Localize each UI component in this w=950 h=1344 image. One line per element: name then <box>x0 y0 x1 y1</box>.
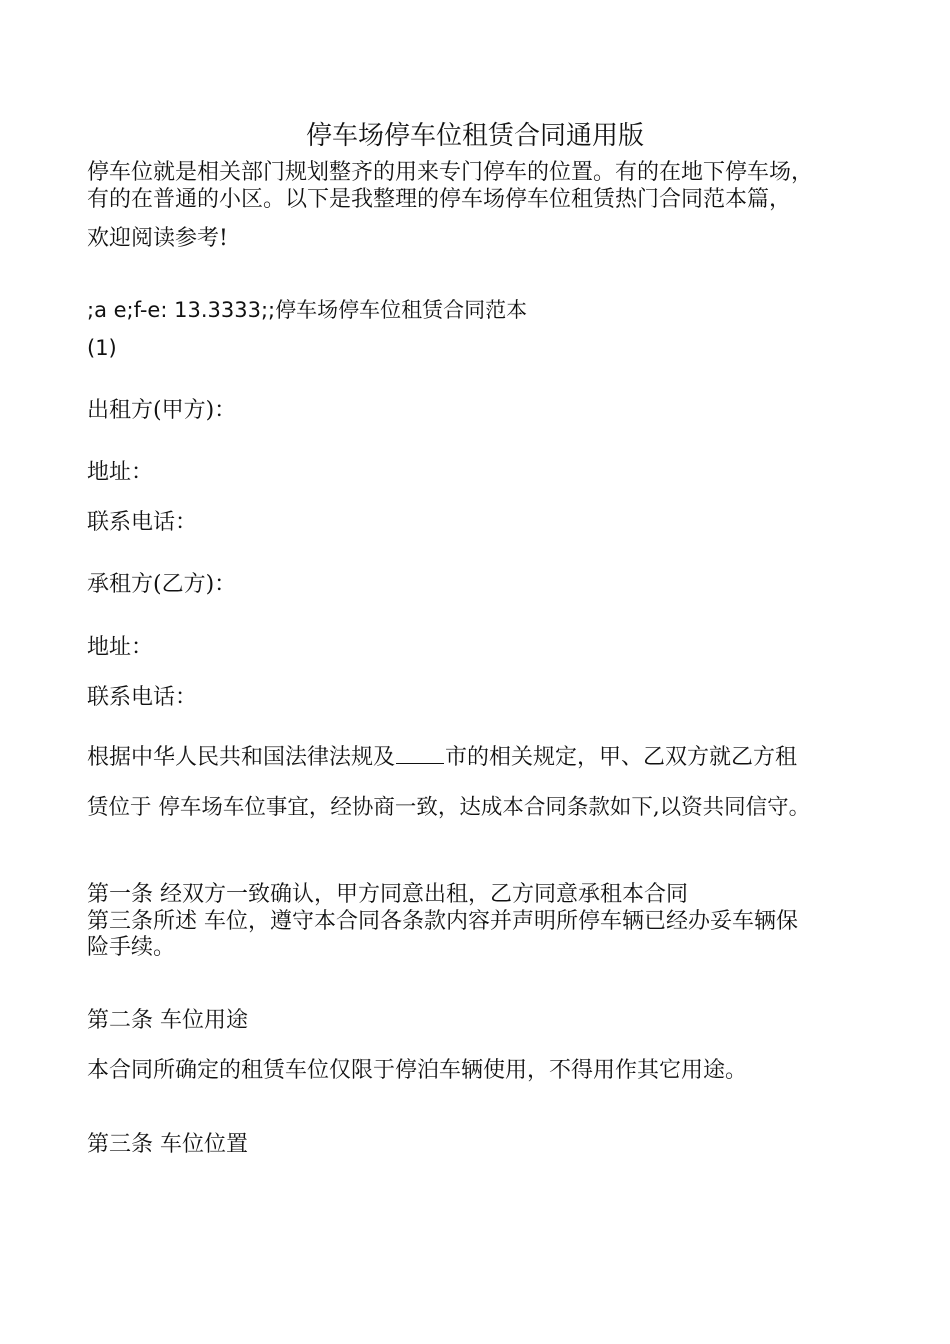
intro-line-2: 有的在普通的小区。以下是我整理的停车场停车位租赁热门合同范本篇， <box>87 187 792 212</box>
intro-line-1: 停车位就是相关部门规划整齐的用来专门停车的位置。有的在地下停车场， <box>87 160 814 185</box>
document-title: 停车场停车位租赁合同通用版 <box>305 121 644 151</box>
preamble-line-2: 赁位于 停车场车位事宜，经协商一致，达成本合同条款如下,以资共同信守。 <box>87 795 811 820</box>
preamble-line-1 <box>87 745 797 771</box>
party-b-phone: 联系电话： <box>87 685 198 710</box>
article3-heading: 第三条 车位位置 <box>87 1132 248 1157</box>
article2-body: 本合同所确定的租赁车位仅限于停泊车辆使用，不得用作其它用途。 <box>87 1058 748 1083</box>
intro-line-3: 欢迎阅读参考! <box>87 226 228 251</box>
preamble-part-2: 市的相关规定，甲、乙双方就乙方租 <box>445 745 798 770</box>
party-a-address: 地址： <box>87 460 154 485</box>
party-b-address: 地址： <box>87 635 154 660</box>
article1-line-1: 第一条 经双方一致确认，甲方同意出租，乙方同意承租本合同 <box>87 882 688 907</box>
party-b-label: 承租方(乙方)： <box>87 572 237 597</box>
party-a-label: 出租方(甲方)： <box>87 398 237 423</box>
section-heading: ;a e;f-e: 13.3333;;停车场停车位租赁合同范本 <box>87 298 528 322</box>
article1-line-3: 险手续。 <box>87 935 176 960</box>
city-blank <box>396 745 444 764</box>
article2-heading: 第二条 车位用途 <box>87 1008 248 1033</box>
section-number: (1) <box>87 336 117 360</box>
preamble-part-1: 根据中华人民共和国法律法规及 <box>87 745 396 770</box>
party-a-phone: 联系电话： <box>87 510 198 535</box>
article1-line-2: 第三条所述 车位，遵守本合同各条款内容并声明所停车辆已经办妥车辆保 <box>87 909 798 934</box>
